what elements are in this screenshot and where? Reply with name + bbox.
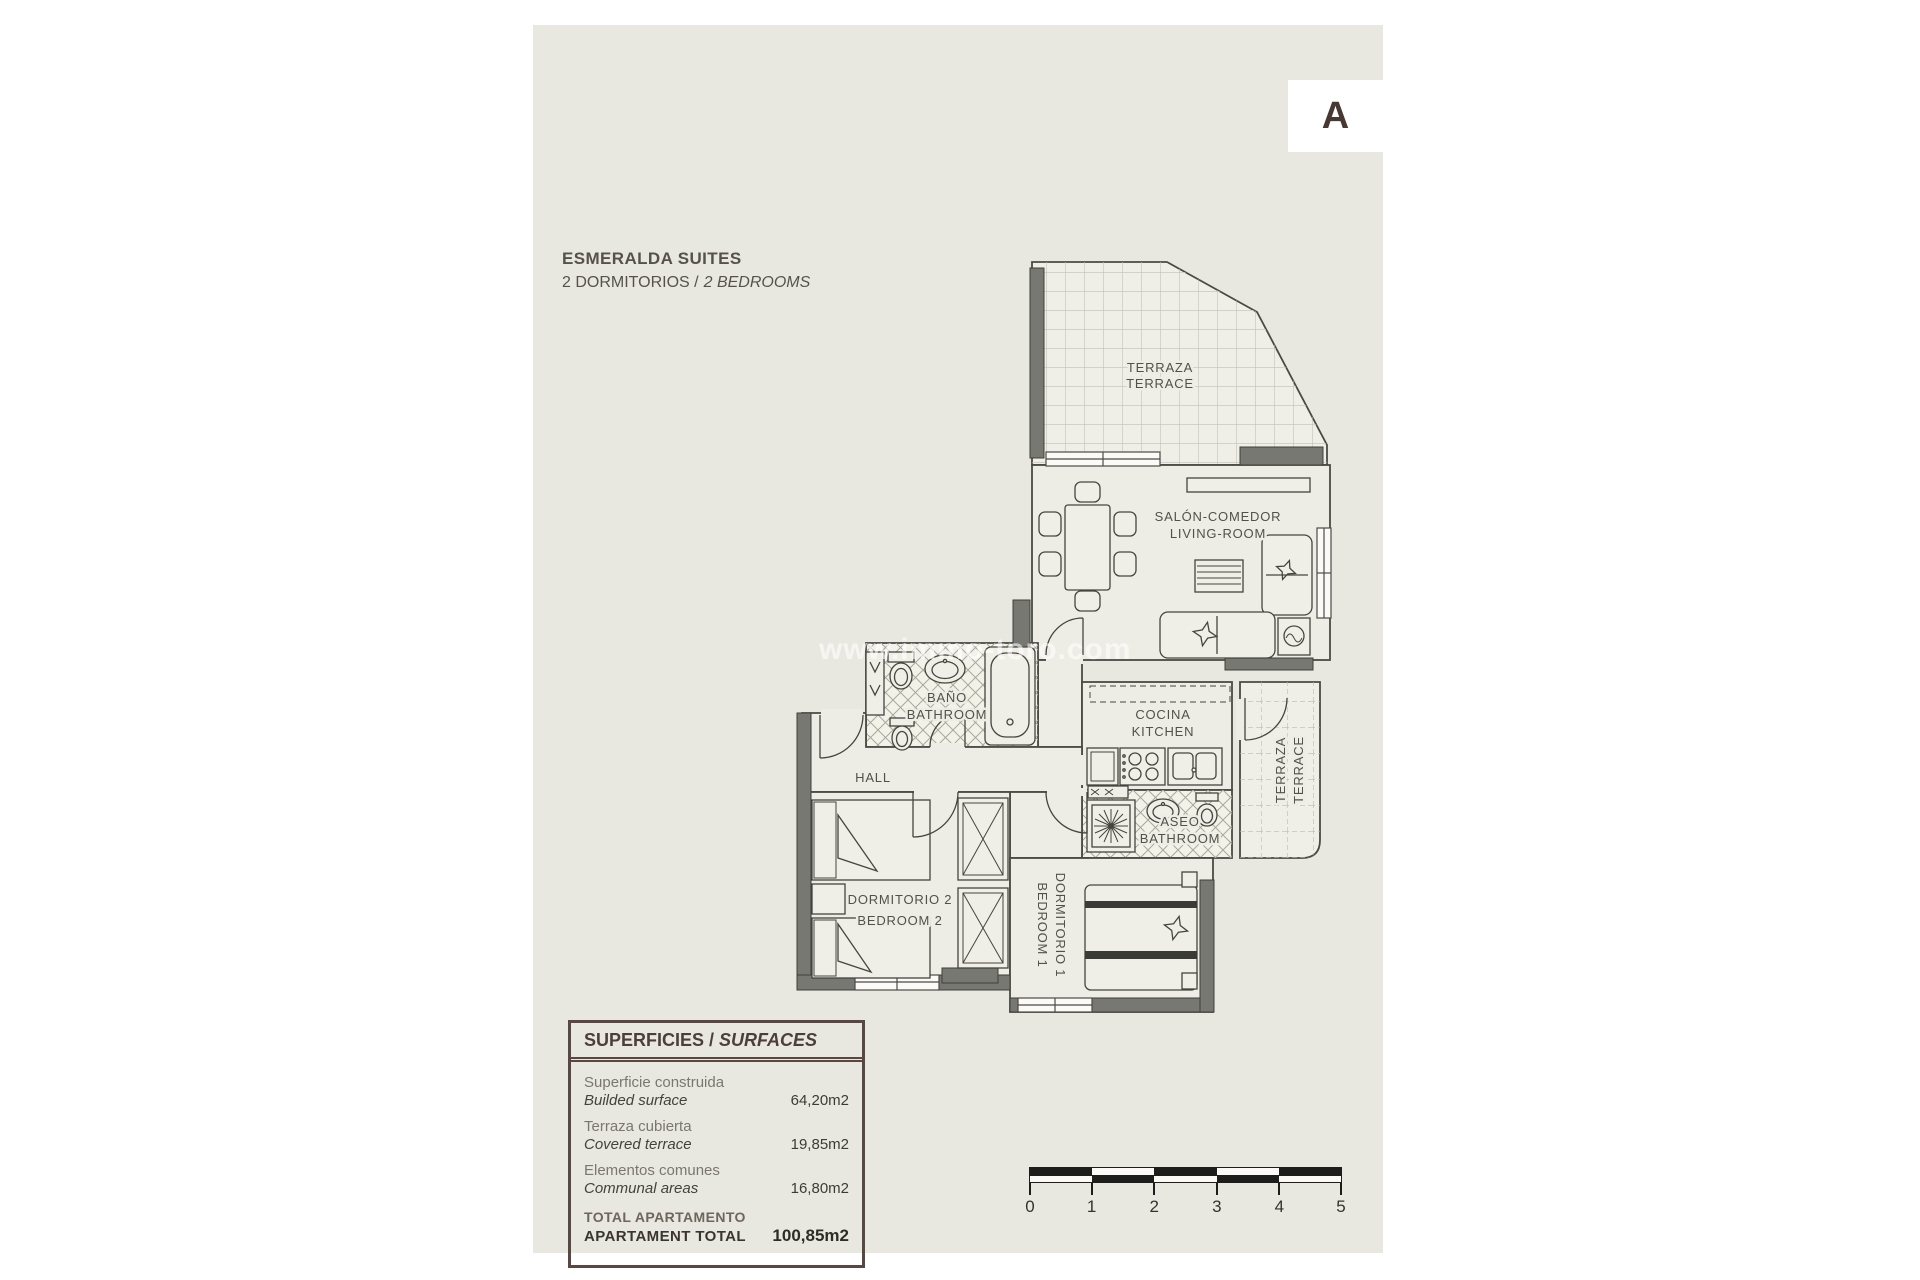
watermark: www.immo-toro.com [819, 633, 1132, 666]
label-terrace-top-es: TERRAZA [1126, 360, 1194, 375]
surfaces-table [568, 1020, 865, 1268]
scale-tick-label: 4 [1274, 1197, 1285, 1216]
table-row [584, 1074, 849, 1109]
subtitle-en: 2 BEDROOMS [703, 274, 811, 291]
label-terrace-side-es: TERRAZA [1273, 736, 1288, 804]
scale-bar-labels [1025, 1197, 1346, 1221]
plan-sheet [533, 25, 1383, 1253]
page-title: ESMERALDA SUITES [562, 249, 742, 268]
window-terrace-living [1046, 452, 1160, 466]
label-hall: HALL [855, 770, 891, 785]
scale-tick-label: 2 [1149, 1197, 1159, 1216]
coffee-table [1195, 560, 1243, 592]
wall-left [797, 713, 811, 985]
total-label-es: TOTAL APARTAMENTO [584, 1209, 746, 1225]
label-living-en: LIVING-ROOM [1169, 526, 1267, 541]
wall-corridor-block [942, 968, 998, 983]
window-living-right [1317, 528, 1331, 618]
wall-terrace-bottom [1240, 447, 1323, 465]
row-label-es: Terraza cubierta [584, 1118, 692, 1135]
label-aseo-es: ASEO [1160, 814, 1200, 829]
page-subtitle [562, 274, 810, 292]
kitchen-sink [1168, 748, 1222, 785]
row-value: 64,20m2 [790, 1092, 849, 1109]
total-label-en: APARTAMENT TOTAL [584, 1228, 746, 1245]
wardrobe-1 [958, 798, 1008, 880]
table-row [584, 1162, 849, 1197]
bidet [890, 718, 914, 750]
row-value: 16,80m2 [790, 1180, 849, 1197]
wall-terrace-left [1030, 268, 1044, 458]
subtitle-es: 2 DORMITORIOS / [562, 274, 699, 291]
scale-bar-ticks [1029, 1183, 1342, 1195]
surfaces-body [571, 1062, 862, 1265]
block-badge [1288, 80, 1383, 152]
total-value: 100,85m2 [772, 1226, 849, 1245]
scale-tick-label: 5 [1336, 1197, 1346, 1216]
label-kitchen-es: COCINA [1135, 707, 1191, 722]
bed-single-1 [812, 800, 930, 880]
label-bathroom-en: BATHROOM [906, 707, 988, 722]
row-label-en: Covered terrace [584, 1136, 692, 1153]
shower [1087, 786, 1135, 852]
bed-double [1085, 872, 1197, 990]
wall-living-bottom [1225, 658, 1313, 670]
sideboard [1187, 478, 1310, 492]
label-terrace-top-en: TERRACE [1126, 376, 1194, 391]
scale-tick-label: 1 [1086, 1197, 1097, 1216]
table-total-row [584, 1209, 849, 1246]
sofa-corner [1262, 535, 1312, 615]
side-table-plant [1278, 618, 1310, 655]
label-bedroom1-es: DORMITORIO 1 [1053, 872, 1068, 978]
sofa-main [1160, 612, 1275, 658]
label-aseo-en: BATHROOM [1139, 831, 1221, 846]
row-value: 19,85m2 [790, 1136, 849, 1153]
row-label-es: Superficie construida [584, 1074, 725, 1091]
surfaces-header-es: SUPERFICIES / [584, 1030, 715, 1050]
window-bedroom1 [1018, 998, 1092, 1012]
label-bathroom-es: BAÑO [926, 690, 968, 705]
block-badge-letter: A [1321, 94, 1350, 137]
label-kitchen-en: KITCHEN [1131, 724, 1195, 739]
wardrobe-2 [958, 888, 1008, 968]
table-row [584, 1118, 849, 1153]
hob [1120, 748, 1165, 785]
label-bedroom2-en: BEDROOM 2 [857, 913, 943, 928]
row-label-en: Builded surface [584, 1092, 688, 1109]
surfaces-header [571, 1023, 862, 1062]
wall-bedroom1-right [1200, 880, 1214, 1012]
surfaces-header-en: SURFACES [719, 1030, 818, 1050]
label-terrace-side-en: TERRACE [1291, 736, 1306, 804]
label-bedroom1-en: BEDROOM 1 [1035, 882, 1050, 968]
label-living-es: SALÓN-COMEDOR [1154, 509, 1282, 524]
room-vestibule [1038, 660, 1082, 747]
row-label-en: Communal areas [584, 1180, 699, 1197]
plan-header [562, 249, 810, 292]
scale-bar [1025, 1167, 1346, 1227]
label-bedroom2-es: DORMITORIO 2 [847, 892, 953, 907]
scale-tick-label: 3 [1212, 1197, 1222, 1216]
scale-bar-segments [1029, 1167, 1342, 1183]
row-label-es: Elementos comunes [584, 1162, 720, 1179]
room-corridor [1010, 792, 1082, 858]
nightstand [812, 884, 845, 914]
scale-tick-label: 0 [1025, 1197, 1035, 1216]
